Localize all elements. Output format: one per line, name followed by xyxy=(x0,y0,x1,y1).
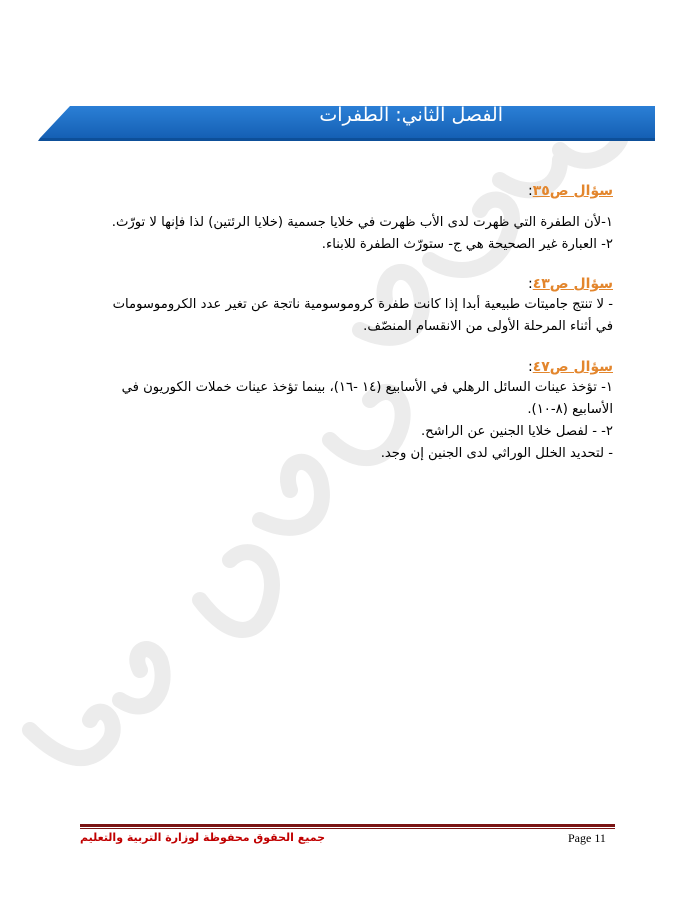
footer-divider xyxy=(80,824,615,827)
page-number: Page 11 xyxy=(568,831,606,845)
question-title: سؤال ص٤٧: xyxy=(527,359,613,375)
question-title: سؤال ص٣٥: xyxy=(527,183,613,199)
question-title: سؤال ص٤٣: xyxy=(527,276,613,292)
answer-line: ١- تؤخذ عينات السائل الرهلي في الأسابيع (١٤ -١٦)، بينما تؤخذ عينات خملات الكوريون في xyxy=(121,380,613,395)
answer-line: في أثناء المرحلة الأولى من الانقسام المنصّف. xyxy=(363,319,613,334)
footer-divider xyxy=(80,828,615,829)
answer-line: ١-لأن الطفرة التي ظهرت لدى الأب ظهرت في خلايا جسمية (خلايا الرئتين) لذا فإنها لا تورّث. xyxy=(111,215,613,230)
question-section xyxy=(121,358,613,465)
answer-line: ٢- - لفصل خلايا الجنين عن الراشح. xyxy=(420,424,613,439)
chapter-banner xyxy=(0,0,695,150)
answer-line: ٢- العبارة غير الصحيحة هي ج- ستورّث الطفرة للابناء. xyxy=(321,237,613,252)
chapter-title: الفصل الثاني: الطفرات xyxy=(319,104,503,126)
answer-line: الأسابيع (٨-١٠). xyxy=(527,402,613,417)
copyright-notice: جميع الحقوق محفوظة لوزارة التربية والتعليم xyxy=(80,831,326,844)
question-section xyxy=(111,182,613,256)
answer-line: - لا تنتج جاميتات طبيعية أبدا إذا كانت طفرة كروموسومية ناتجة عن تغير عدد الكروموسومات xyxy=(112,297,613,312)
answer-line: - لتحديد الخلل الوراثي لدى الجنين إن وجد. xyxy=(380,446,613,461)
question-section xyxy=(112,275,613,338)
